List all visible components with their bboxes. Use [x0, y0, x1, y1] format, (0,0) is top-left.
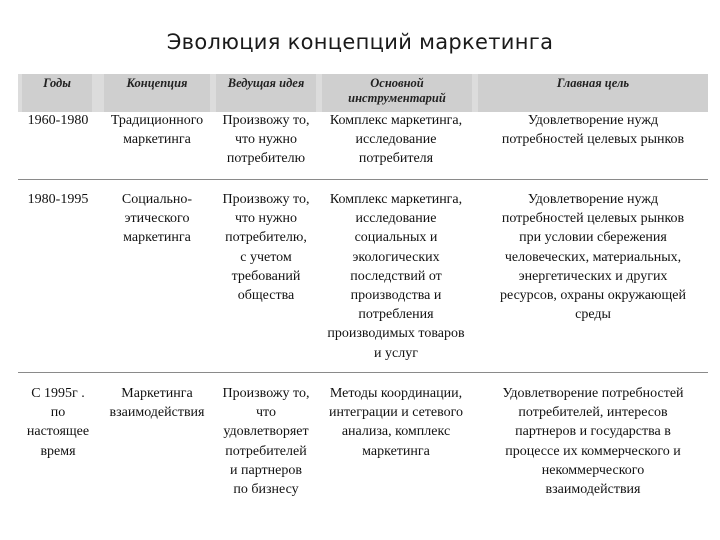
table-cell-goal: Удовлетворение потребностей потребителей, интересов партнеров и государства в процессе их коммерческого и некоммерческого взаимодействия	[502, 386, 684, 498]
table-cell-tools: Комплекс маркетинга, исследование социальных и экологических последствий от производства и потребления производимых товаров и услуг	[327, 192, 465, 361]
page-title: Эволюция концепций маркетинга	[166, 30, 554, 54]
row-divider	[18, 179, 708, 180]
table-cell-tools: Комплекс маркетинга, исследование потребителя	[329, 113, 463, 167]
header-goal: Главная цель	[478, 74, 708, 112]
header-years: Годы	[22, 74, 92, 112]
table-cell-concept: Социально- этического маркетинга	[121, 192, 193, 246]
table-cell-tools: Методы координации, интеграции и сетевого анализа, комплекс маркетинга	[328, 386, 464, 459]
row-divider	[18, 372, 708, 373]
table-cell-years: С 1995г . по настоящее время	[26, 386, 90, 459]
header-concept: Концепция	[104, 74, 210, 112]
table-cell-idea: Произвожу то, что нужно потребителю	[222, 113, 310, 167]
table-cell-goal: Удовлетворение нужд потребностей целевых рынков при условии сбережения человеческих, материальных, энергетических и других ресурсов, охраны окружающей среды	[500, 192, 686, 323]
table-cell-concept: Маркетинга взаимодействия	[109, 386, 205, 421]
table-cell-years: 1960-1980	[27, 113, 89, 128]
table-cell-goal: Удовлетворение нужд потребностей целевых рынков	[501, 113, 685, 148]
table-cell-concept: Традиционного маркетинга	[110, 113, 204, 148]
table-cell-years: 1980-1995	[27, 192, 89, 207]
table-cell-idea: Произвожу то, что удовлетворяет потребителей и партнеров по бизнесу	[222, 386, 310, 498]
header-tools: Основной инструментарий	[322, 74, 472, 112]
table-cell-idea: Произвожу то, что нужно потребителю, с учетом требований общества	[222, 192, 310, 304]
header-idea: Ведущая идея	[216, 74, 316, 112]
